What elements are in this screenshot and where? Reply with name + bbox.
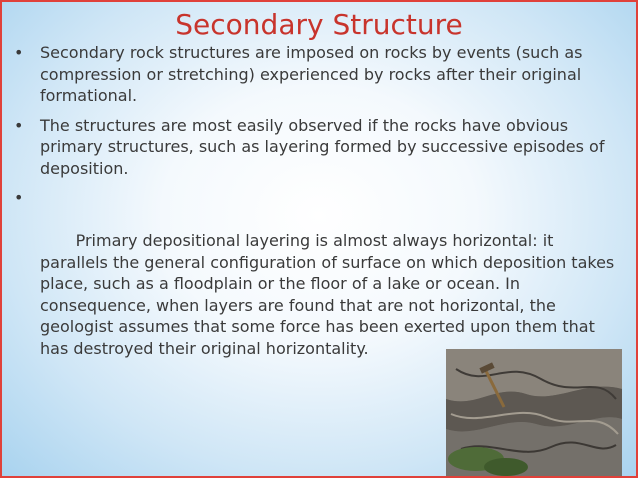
bullet-marker: • (14, 188, 24, 207)
bullet-list (12, 42, 618, 389)
slide-title: Secondary Structure (175, 8, 463, 41)
bullet-item (12, 115, 618, 180)
bullet-item (12, 42, 618, 107)
folded-rock-photo (446, 349, 622, 476)
bullet-text: The structures are most easily observed if the rocks have obvious primary structures, such as layering formed by successive episodes of deposition. (40, 115, 605, 178)
bullet-text: Secondary rock structures are imposed on rocks by events (such as compression or stretching) experienced by rocks after their original formational. (40, 43, 583, 105)
bullet-marker: • (14, 115, 24, 135)
bullet-text: Primary depositional layering is almost always horizontal: it parallels the general configuration of surface on which deposition takes place, such as a floodplain or the floor of a lake or ocean. In consequence, when layers are found that are not horizontal, the geologist assumes that some force has been exerted upon them that has destroyed their original horizontality. (40, 231, 620, 358)
bullet-marker: • (14, 43, 24, 62)
folded-rock-photo-image (446, 349, 622, 476)
